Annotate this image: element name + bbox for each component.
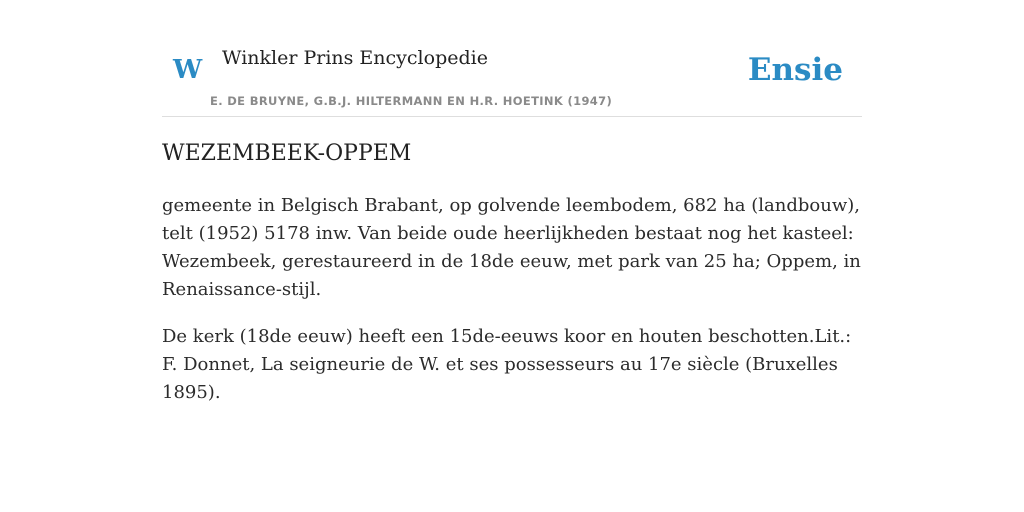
article-title: WEZEMBEEK-OPPEM: [162, 141, 412, 166]
encyclopedia-header: [162, 0, 862, 117]
article-paragraph: De kerk (18de eeuw) heeft een 15de-eeuws koor en houten beschotten.Lit.: F. Donnet, La seigneurie de W. et ses possesseurs au 17e siècle (Bruxelles 1895).: [162, 326, 852, 403]
article-paragraph: gemeente in Belgisch Brabant, op golvende leembodem, 682 ha (landbouw), telt (1952) 5178 inw. Van beide oude heerlijkheden bestaat nog het kasteel: Wezembeek, gerestaureerd in de 18de eeuw, met park van 25 ha; Oppem, in Renaissance-stijl.: [162, 195, 861, 300]
encyclopedia-title: Winkler Prins Encyclopedie: [222, 47, 488, 69]
ensie-logo-link[interactable]: Ensie: [747, 52, 843, 88]
winkler-prins-logo[interactable]: W: [173, 55, 203, 85]
article: [162, 138, 862, 407]
encyclopedia-authors: E. DE BRUYNE, G.B.J. HILTERMANN EN H.R. HOETINK (1947): [210, 94, 613, 108]
